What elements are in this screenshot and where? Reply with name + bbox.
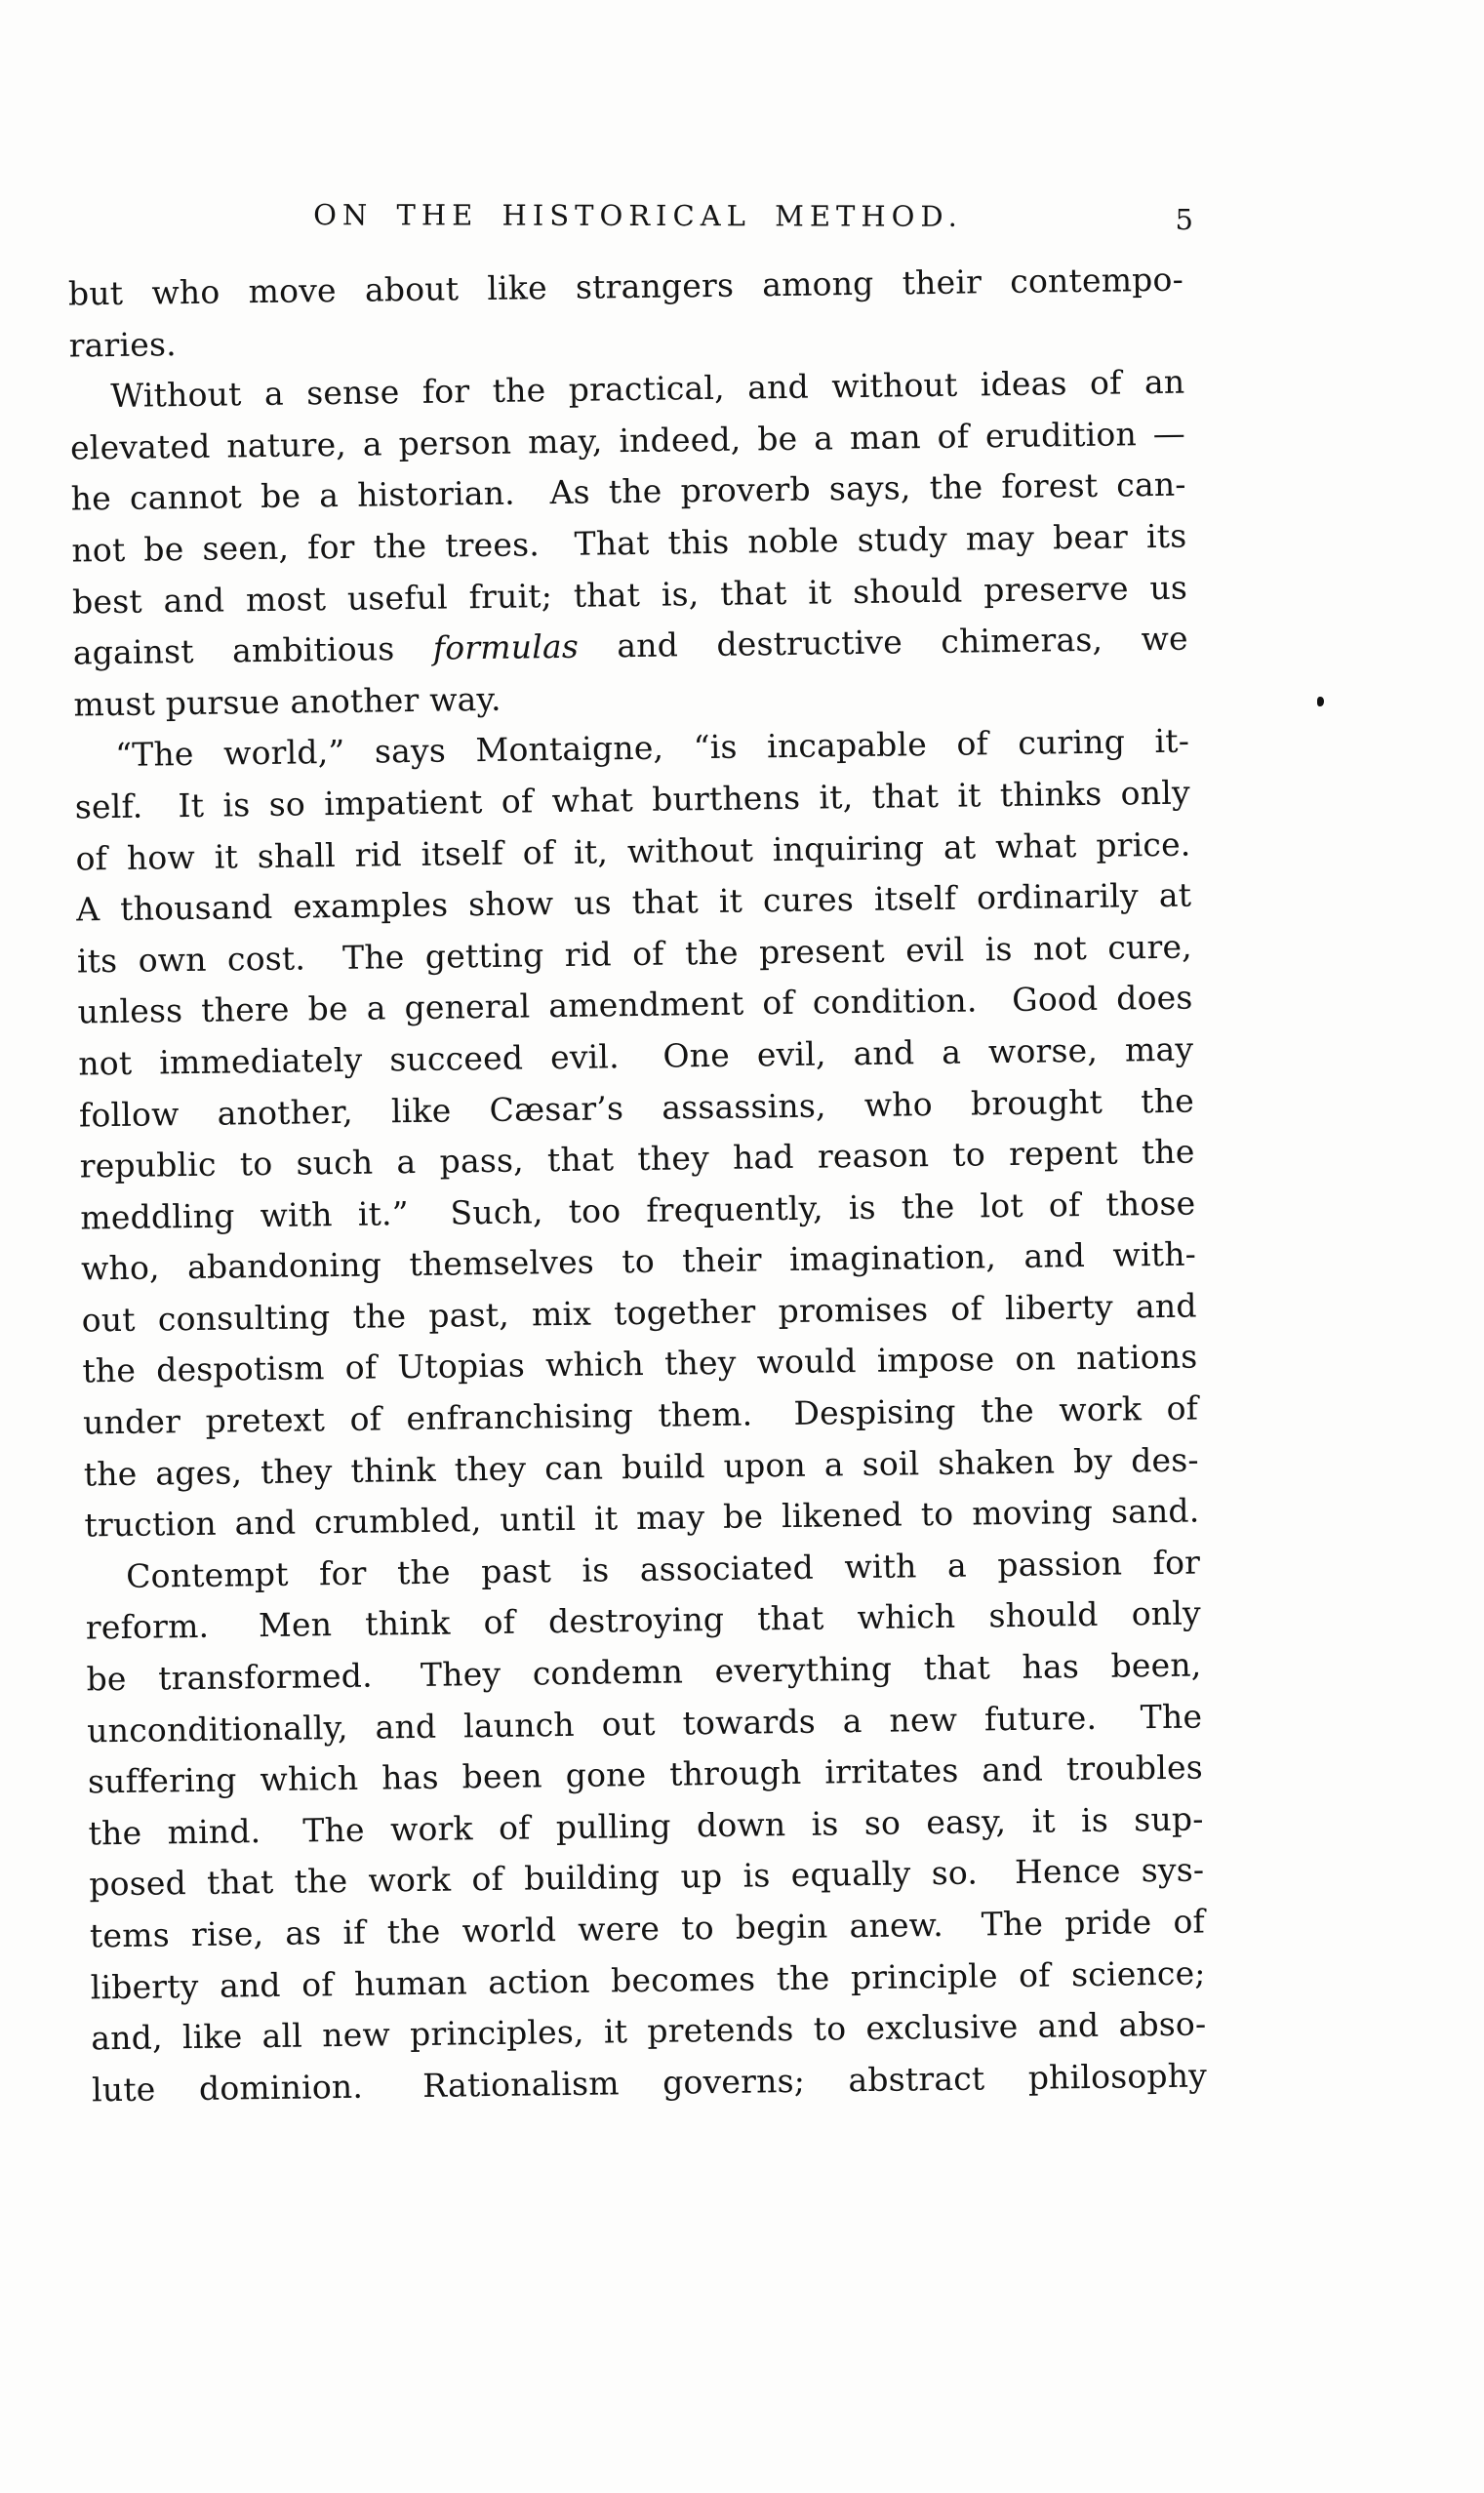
text-segment: out consulting the past, mix together promises of liberty and (81, 1286, 1197, 1340)
text-segment: not immediately succeed evil. One evil, and a worse, may (78, 1029, 1194, 1083)
text-segment: self. It is so impatient of what burthens it, that it thinks only (74, 773, 1191, 826)
running-head: ON THE HISTORICAL METHOD. (312, 198, 963, 233)
text-segment: must pursue another way. (73, 679, 501, 724)
text-segment: under pretext of enfranchising them. Despising the work of (82, 1388, 1199, 1442)
text-segment: its own cost. The getting rid of the present evil is not cure, (76, 927, 1193, 981)
text-segment: tems rise, as if the world were to begin anew. The pride of (89, 1902, 1206, 1955)
text-segment: of how it shall rid itself of it, without inquiring at what price. (75, 824, 1191, 878)
text-segment: Contempt for the past is associated with a passion for (125, 1543, 1201, 1595)
text-segment: lute dominion. Rationalism governs; abstract philosophy (91, 2056, 1208, 2110)
text-segment: raries. (68, 324, 178, 365)
text-segment: the mind. The work of pulling down is so easy, it is sup- (88, 1799, 1204, 1853)
text-segment: Without a sense for the practical, and without ideas of an (110, 362, 1185, 416)
ink-speck-artifact (1317, 697, 1324, 706)
text-segment: he cannot be a historian. As the proverb says, the forest can- (70, 464, 1186, 518)
text-segment: A thousand examples show us that it cures itself ordinarily at (75, 875, 1192, 929)
text-segment: follow another, like Cæsar’s assassins, who brought the (78, 1081, 1195, 1134)
text-segment: republic to such a pass, that they had reason to repent the (79, 1132, 1195, 1186)
text-segment: and, like all new principles, it pretends to exclusive and abso- (91, 2004, 1207, 2058)
page-header (80, 199, 1195, 244)
text-segment: meddling with it.” Such, too frequently, is the lot of those (80, 1184, 1196, 1237)
text-segment: and destructive chimeras, we (578, 619, 1188, 665)
text-segment: the ages, they think they can build upon a soil shaken by des- (83, 1440, 1199, 1494)
text-segment: be transformed. They condemn everything that has been, (86, 1645, 1202, 1699)
page-number: 5 (1175, 203, 1193, 236)
text-segment: “The world,” says Montaigne, “is incapable of curing it- (114, 721, 1190, 775)
text-segment: the despotism of Utopias which they would impose on nations (82, 1337, 1198, 1390)
text-segment: liberty and of human action becomes the principle of science; (90, 1953, 1206, 2007)
text-segment: against ambitious (72, 628, 434, 672)
text-segment: who, abandoning themselves to their imagination, and with- (80, 1234, 1197, 1288)
text-segment: elevated nature, a person may, indeed, be a man of erudition — (69, 414, 1186, 467)
text-segment: but who move about like strangers among their contempo- (67, 260, 1184, 313)
text-segment: posed that the work of building up is equally so. Hence sys- (89, 1850, 1205, 1904)
text-segment: unconditionally, and launch out towards a new future. The (87, 1697, 1203, 1750)
body-text (68, 255, 1208, 2116)
text-segment: not be seen, for the trees. That this noble study may bear its (71, 516, 1187, 570)
text-segment: suffering which has been gone through irritates and troubles (87, 1748, 1204, 1801)
text-segment: reform. Men think of destroying that which should only (85, 1593, 1202, 1647)
text-segment: truction and crumbled, until it may be likened to moving sand. (84, 1491, 1200, 1545)
text-segment: unless there be a general amendment of condition. Good does (77, 978, 1193, 1031)
italic-text: formulas (432, 626, 580, 667)
text-segment: best and most useful fruit; that is, that it should preserve us (71, 568, 1188, 622)
